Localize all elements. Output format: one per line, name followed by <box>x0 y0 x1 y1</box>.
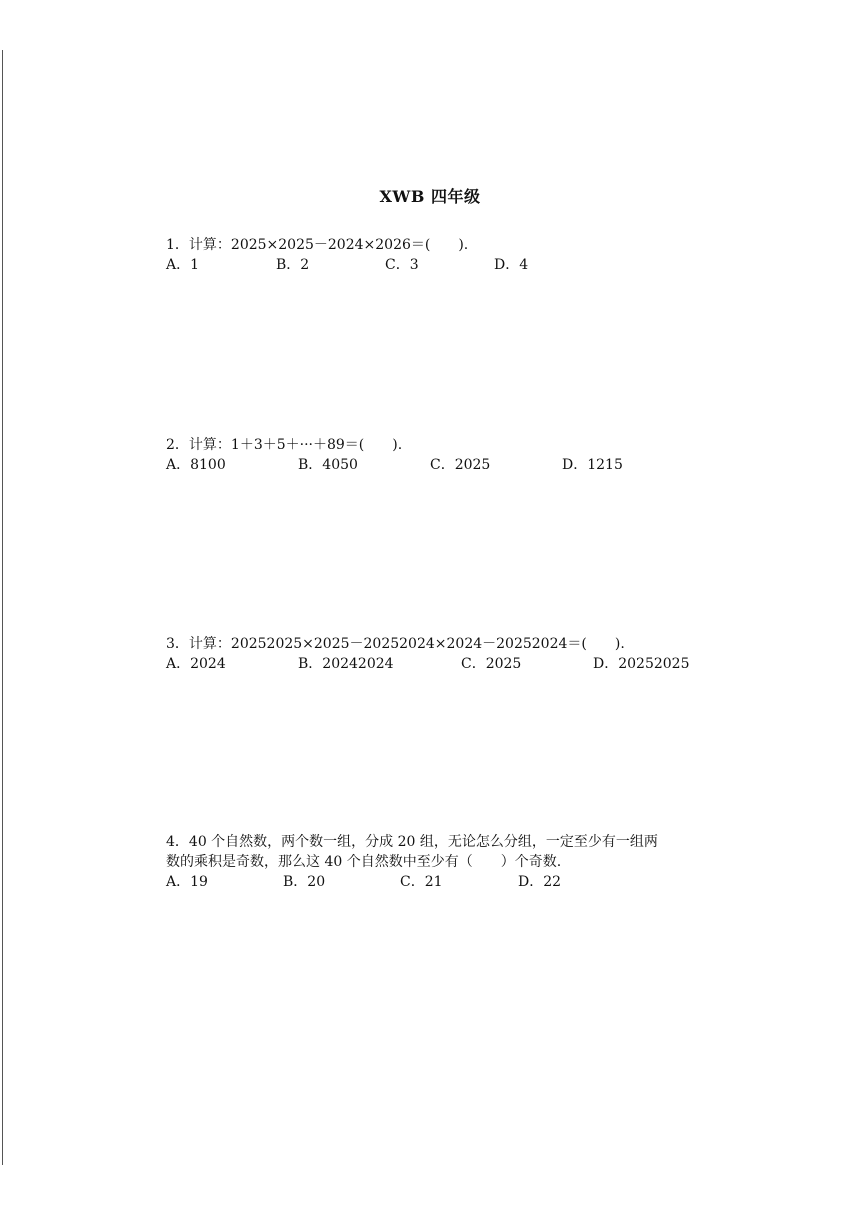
question-3 <box>166 634 706 674</box>
q2-option-d: D．1215 <box>562 457 623 473</box>
scan-edge-line <box>2 50 3 1165</box>
q1-option-b: B．2 <box>276 257 310 273</box>
page-title: XWB 四年级 <box>379 187 481 206</box>
q4-option-b: B．20 <box>283 874 326 890</box>
q2-option-a: A．8100 <box>166 457 226 473</box>
question-4 <box>166 832 706 892</box>
q4-option-d: D．22 <box>518 874 562 890</box>
q2-option-b: B．4050 <box>298 457 358 473</box>
question-2 <box>166 435 706 475</box>
question-1-options <box>166 255 706 275</box>
question-1-stem: 1．计算：2025×2025－2024×2026＝( ). <box>166 237 469 253</box>
q3-option-a: A．2024 <box>166 656 226 672</box>
question-2-options <box>166 455 706 475</box>
q3-option-c: C．2025 <box>461 656 522 672</box>
question-4-options <box>166 872 706 892</box>
question-3-stem: 3．计算：20252025×2025－20252024×2024－20252024＝( ). <box>166 636 625 652</box>
q4-option-a: A．19 <box>166 874 208 890</box>
q4-option-c: C．21 <box>400 874 443 890</box>
q1-option-c: C．3 <box>385 257 419 273</box>
q3-option-d: D．20252025 <box>593 656 690 672</box>
question-4-stem-line-1: 4．40 个自然数，两个数一组，分成 20 组，无论怎么分组，一定至少有一组两 <box>166 834 658 850</box>
q3-option-b: B．20242024 <box>298 656 394 672</box>
question-1 <box>166 235 706 275</box>
q1-option-a: A．1 <box>166 257 200 273</box>
q2-option-c: C．2025 <box>430 457 491 473</box>
q1-option-d: D．4 <box>494 257 529 273</box>
question-3-options <box>166 654 706 674</box>
question-4-stem-line-2: 数的乘积是奇数，那么这 40 个自然数中至少有（ ）个奇数. <box>166 854 562 870</box>
question-2-stem: 2．计算：1＋3＋5＋···＋89＝( ). <box>166 437 403 453</box>
